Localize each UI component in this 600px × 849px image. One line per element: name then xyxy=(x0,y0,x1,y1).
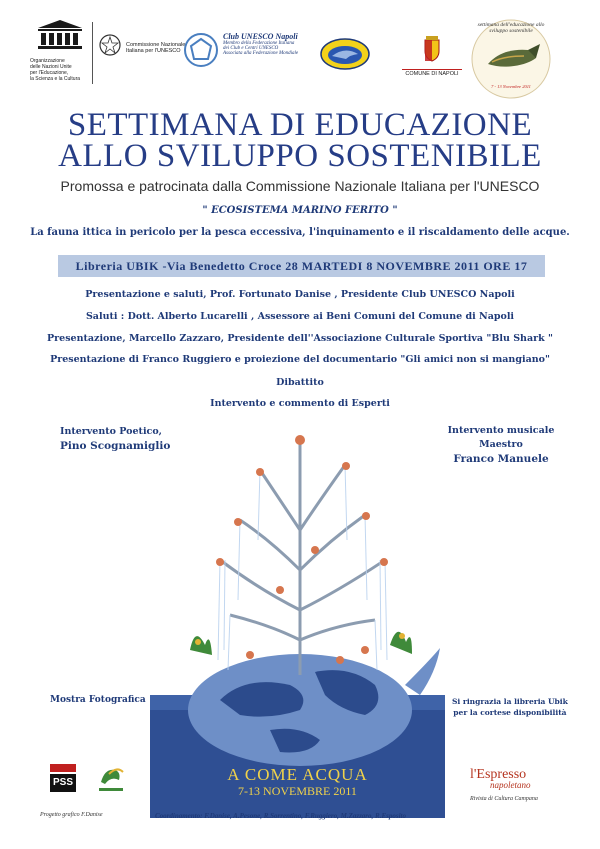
description: La fauna ittica in pericolo per la pesca eccessiva, l'inquinamento e il riscaldamento delle acque. xyxy=(30,227,570,238)
club-badge-icon xyxy=(183,32,219,68)
program-item: Presentazione di Franco Ruggiero e proiezione del documentario "Gli amici non si mangiano" xyxy=(50,354,550,365)
poet-name: Pino Scognamiglio xyxy=(60,440,171,452)
program-item: Dibattito xyxy=(276,377,324,388)
comune-logo xyxy=(402,36,462,82)
logo-divider xyxy=(92,22,93,84)
musical-intervention xyxy=(440,424,562,466)
unesco-temple-icon xyxy=(30,18,90,52)
city-crest-icon xyxy=(422,36,442,62)
program-item: Presentazione e saluti, Prof. Fortunato Danise , Presidente Club UNESCO Napoli xyxy=(85,289,515,300)
unesco-line1: Organizzazione xyxy=(30,58,65,64)
commissione-line1: Commissione Nazionale xyxy=(126,42,186,48)
coordination-credits: Coordinamento: F.Danise, A.Pesone, R.Sorrentino, F.Ruggiero, M.Zazzaro, R.Esposito xyxy=(155,812,406,820)
unesco-line4: la Scienza e la Cultura xyxy=(30,76,81,82)
program-item: Presentazione, Marcello Zazzaro, Presidente dell''Associazione Culturale Sportiva "Blu Shark " xyxy=(47,333,553,344)
main-title-line1: SETTIMANA DI EDUCAZIONE xyxy=(67,107,533,143)
unesco-line3: per l'Educazione, xyxy=(30,70,69,76)
bird-logo xyxy=(95,762,127,796)
pss-logo xyxy=(50,764,76,794)
thanks-note xyxy=(452,696,568,718)
club-line3: Associata alla Federazione Mondiale xyxy=(223,51,299,56)
unesco-line2: delle Nazioni Unite xyxy=(30,64,72,70)
poster-title: A COME ACQUA xyxy=(227,765,368,784)
maestro-label: Maestro xyxy=(479,439,523,450)
seal-date: 7 - 13 Novembre 2011 xyxy=(491,84,531,89)
thanks-line2: per la cortese disponibilità xyxy=(453,708,567,717)
venue-bar: Libreria UBIK -Via Benedetto Croce 28 MARTEDI 8 NOVEMBRE 2011 ORE 17 xyxy=(58,255,545,277)
program-item: Saluti : Dott. Alberto Lucarelli , Assessore ai Beni Comuni del Comune di Napoli xyxy=(85,311,515,322)
musical-label: Intervento musicale xyxy=(447,425,555,436)
poster-artwork xyxy=(150,410,445,818)
unesco-logo xyxy=(30,18,90,88)
club-line2: dei Club e Centri UNESCO xyxy=(223,46,279,51)
thanks-line1: Si ringrazia la libreria Ubik xyxy=(452,697,568,706)
program-item: Intervento e commento di Esperti xyxy=(210,398,390,409)
seal-text: settimana dell'educazione allo sviluppo sostenibile xyxy=(477,22,545,34)
club-line1: Membro della Federazione Italiana xyxy=(223,41,295,46)
emblem-icon xyxy=(98,32,122,58)
theme: " ECOSISTEMA MARINO FERITO " xyxy=(202,205,398,216)
poster-dates: 7-13 NOVEMBRE 2011 xyxy=(238,784,357,798)
settimana-seal xyxy=(470,18,552,100)
blu-shark-logo xyxy=(320,38,370,70)
comune-label: COMUNE DI NAPOLI xyxy=(402,69,462,77)
main-title-line2: ALLO SVILUPPO SOSTENIBILE xyxy=(58,138,542,174)
pss-label: PSS xyxy=(50,774,76,792)
espresso-logo xyxy=(470,767,570,807)
shark-icon xyxy=(320,38,370,70)
club-unesco-logo xyxy=(183,30,313,80)
commissione-logo xyxy=(98,32,188,72)
mostra-fotografica: Mostra Fotografica xyxy=(50,695,146,705)
espresso-caption: Rivista di Cultura Campana xyxy=(470,796,538,802)
espresso-sub: napoletano xyxy=(490,780,531,790)
musician-name: Franco Manuele xyxy=(453,453,549,465)
subtitle: Promossa e patrocinata dalla Commissione Nazionale Italiana per l'UNESCO xyxy=(60,178,540,194)
poetic-label: Intervento Poetico, xyxy=(60,426,162,437)
espresso-name: l'Espresso xyxy=(470,767,527,782)
bird-icon xyxy=(95,762,127,796)
progetto-credit: Progetto grafico F.Danise xyxy=(40,812,103,818)
fountain-whale-illustration xyxy=(150,410,445,818)
commissione-line2: Italiana per l'UNESCO xyxy=(126,48,181,54)
club-title: Club UNESCO Napoli xyxy=(223,32,298,41)
